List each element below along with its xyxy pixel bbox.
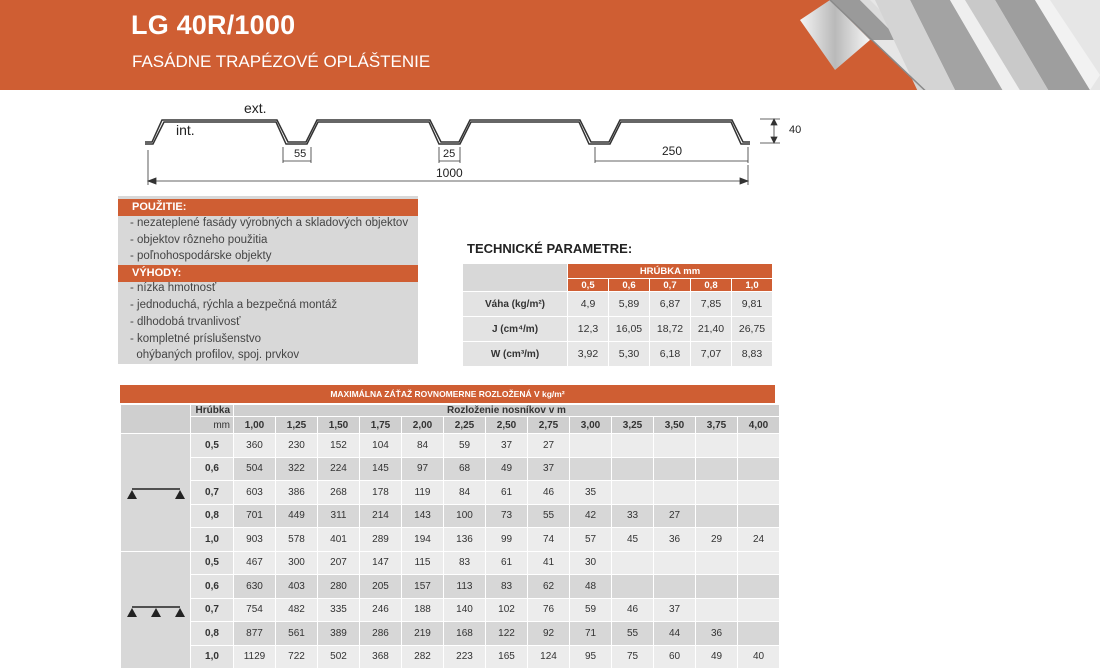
ml-cell: 403 (276, 575, 318, 599)
ml-cell: 61 (486, 551, 528, 575)
ml-cell (654, 457, 696, 481)
ml-cell: 99 (486, 528, 528, 552)
ml-cell: 207 (318, 551, 360, 575)
tp-cell: 7,85 (691, 292, 732, 317)
tp-cell: 5,30 (609, 342, 650, 367)
table-row (121, 481, 780, 505)
ml-cell: 701 (234, 504, 276, 528)
ml-cell: 168 (444, 622, 486, 646)
ml-cell (738, 457, 780, 481)
advantage-item: - jednoduchá, rýchla a bezpečná montáž (130, 299, 338, 311)
ml-span-label: 2,75 (528, 417, 570, 434)
ml-cell: 49 (696, 645, 738, 669)
ml-row-thickness: 0,6 (191, 457, 234, 481)
table-row (121, 575, 780, 599)
tp-cell: 16,05 (609, 317, 650, 342)
ml-cell (654, 551, 696, 575)
ml-cell: 30 (570, 551, 612, 575)
ml-cell: 46 (528, 481, 570, 505)
ml-cell: 76 (528, 598, 570, 622)
ml-cell: 83 (444, 551, 486, 575)
ml-cell: 71 (570, 622, 612, 646)
ml-cell (696, 481, 738, 505)
ml-cell: 45 (612, 528, 654, 552)
ml-cell: 145 (360, 457, 402, 481)
tp-row-label: J (cm⁴/m) (463, 317, 568, 342)
ml-cell: 152 (318, 434, 360, 458)
tp-row-label: Váha (kg/m²) (463, 292, 568, 317)
ml-cell (696, 457, 738, 481)
dim-55: 55 (294, 148, 307, 160)
ml-cell (612, 551, 654, 575)
ml-cell: 147 (360, 551, 402, 575)
tp-cell: 9,81 (732, 292, 773, 317)
ml-cell: 62 (528, 575, 570, 599)
tp-thickness: 1,0 (732, 279, 773, 292)
ml-cell: 360 (234, 434, 276, 458)
tp-thickness: 0,6 (609, 279, 650, 292)
ml-cell: 24 (738, 528, 780, 552)
ml-cell: 578 (276, 528, 318, 552)
ml-cell (696, 575, 738, 599)
table-row (121, 551, 780, 575)
label-ext: ext. (244, 100, 267, 116)
dim-40: 40 (789, 124, 802, 136)
ml-cell: 57 (570, 528, 612, 552)
ml-span-label: 1,50 (318, 417, 360, 434)
tp-group-header: HRÚBKA mm (568, 264, 773, 279)
ml-cell: 280 (318, 575, 360, 599)
ml-row-thickness: 1,0 (191, 645, 234, 669)
product-subtitle: FASÁDNE TRAPÉZOVÉ OPLÁŠTENIE (132, 52, 431, 71)
tp-cell: 8,83 (732, 342, 773, 367)
ml-cell: 68 (444, 457, 486, 481)
ml-cell: 300 (276, 551, 318, 575)
ml-cell: 401 (318, 528, 360, 552)
profile-cross-section-drawing (120, 95, 820, 187)
ml-cell: 97 (402, 457, 444, 481)
table-row (121, 434, 780, 458)
ml-row-thickness: 1,0 (191, 528, 234, 552)
tp-corner (463, 264, 568, 292)
tp-cell: 18,72 (650, 317, 691, 342)
ml-cell: 37 (486, 434, 528, 458)
ml-cell: 230 (276, 434, 318, 458)
tp-cell: 6,87 (650, 292, 691, 317)
tp-cell: 6,18 (650, 342, 691, 367)
ml-cell: 368 (360, 645, 402, 669)
ml-cell: 178 (360, 481, 402, 505)
ml-span-label: 4,00 (738, 417, 780, 434)
ml-span-label: 3,75 (696, 417, 738, 434)
ml-cell: 36 (654, 528, 696, 552)
ml-cell: 630 (234, 575, 276, 599)
ml-cell (738, 598, 780, 622)
ml-cell (738, 434, 780, 458)
ml-cell: 55 (528, 504, 570, 528)
ml-cell: 48 (570, 575, 612, 599)
ml-cell: 157 (402, 575, 444, 599)
ml-cell (654, 481, 696, 505)
ml-row-thickness: 0,7 (191, 598, 234, 622)
table-row (121, 622, 780, 646)
ml-cell: 27 (528, 434, 570, 458)
ml-cell: 188 (402, 598, 444, 622)
ml-span-label: 1,75 (360, 417, 402, 434)
max-load-table (120, 404, 780, 669)
ml-row-thickness: 0,5 (191, 434, 234, 458)
ml-row-thickness: 0,6 (191, 575, 234, 599)
usage-item: - nezateplené fasády výrobných a skladových objektov (130, 217, 409, 229)
ml-cell: 903 (234, 528, 276, 552)
ml-cell: 46 (612, 598, 654, 622)
ml-cell (696, 598, 738, 622)
ml-cell: 75 (612, 645, 654, 669)
ml-cell: 467 (234, 551, 276, 575)
ml-cell: 49 (486, 457, 528, 481)
ml-span-label: 1,25 (276, 417, 318, 434)
tp-thickness: 0,7 (650, 279, 691, 292)
table-row (121, 645, 780, 669)
tp-thickness: 0,8 (691, 279, 732, 292)
ml-cell: 165 (486, 645, 528, 669)
header-banner (0, 0, 1100, 90)
ml-cell: 877 (234, 622, 276, 646)
ml-cell: 143 (402, 504, 444, 528)
ml-span-label: 3,25 (612, 417, 654, 434)
ml-cell: 205 (360, 575, 402, 599)
ml-span-label: 2,50 (486, 417, 528, 434)
ml-cell: 311 (318, 504, 360, 528)
ml-cell (738, 504, 780, 528)
product-title: LG 40R/1000 (131, 10, 296, 40)
ml-cell: 33 (612, 504, 654, 528)
label-int: int. (176, 122, 195, 138)
ml-cell: 84 (402, 434, 444, 458)
ml-cell: 219 (402, 622, 444, 646)
ml-cell (570, 434, 612, 458)
ml-cell: 61 (486, 481, 528, 505)
ml-cell (696, 434, 738, 458)
ml-cell: 282 (402, 645, 444, 669)
ml-cell: 224 (318, 457, 360, 481)
ml-cell (570, 457, 612, 481)
ml-cell (738, 551, 780, 575)
table-row (121, 457, 780, 481)
two-support-beam-icon (121, 434, 191, 552)
ml-cell: 754 (234, 598, 276, 622)
table-row (121, 504, 780, 528)
ml-thickness-unit: mm (191, 417, 234, 434)
ml-cell: 122 (486, 622, 528, 646)
ml-span-header: Rozloženie nosníkov v m (234, 405, 780, 417)
advantage-item: - dlhodobá trvanlivosť (130, 316, 241, 328)
ml-cell: 55 (612, 622, 654, 646)
tp-cell: 4,9 (568, 292, 609, 317)
ml-cell: 84 (444, 481, 486, 505)
dim-25: 25 (443, 148, 456, 160)
ml-cell: 36 (696, 622, 738, 646)
ml-cell (654, 434, 696, 458)
ml-span-label: 2,25 (444, 417, 486, 434)
ml-corner (121, 405, 191, 434)
ml-cell: 124 (528, 645, 570, 669)
ml-cell: 27 (654, 504, 696, 528)
ml-span-label: 3,00 (570, 417, 612, 434)
advantages-title: VÝHODY: (118, 265, 418, 282)
usage-item: - objektov rôzneho použitia (130, 234, 268, 246)
ml-cell (696, 504, 738, 528)
advantage-item: - nízka hmotnosť (130, 282, 217, 294)
ml-cell (612, 434, 654, 458)
ml-cell: 246 (360, 598, 402, 622)
ml-cell (696, 551, 738, 575)
ml-cell: 74 (528, 528, 570, 552)
tp-thickness: 0,5 (568, 279, 609, 292)
usage-item: - poľnohospodárske objekty (130, 250, 272, 262)
ml-cell (612, 575, 654, 599)
ml-cell (738, 575, 780, 599)
dim-250: 250 (662, 144, 683, 158)
ml-cell: 113 (444, 575, 486, 599)
ml-cell: 95 (570, 645, 612, 669)
ml-cell: 140 (444, 598, 486, 622)
ml-cell: 44 (654, 622, 696, 646)
ml-cell: 268 (318, 481, 360, 505)
ml-cell: 41 (528, 551, 570, 575)
tp-cell: 21,40 (691, 317, 732, 342)
max-load-title: MAXIMÁLNA ZÁŤAŽ ROVNOMERNE ROZLOŽENÁ V kg/m² (120, 385, 775, 403)
ml-cell: 223 (444, 645, 486, 669)
tp-cell: 7,07 (691, 342, 732, 367)
ml-cell: 35 (570, 481, 612, 505)
ml-cell (612, 481, 654, 505)
tp-cell: 5,89 (609, 292, 650, 317)
ml-row-thickness: 0,8 (191, 504, 234, 528)
tp-cell: 12,3 (568, 317, 609, 342)
ml-cell: 59 (444, 434, 486, 458)
tp-cell: 3,92 (568, 342, 609, 367)
dim-1000: 1000 (436, 166, 463, 180)
ml-cell: 603 (234, 481, 276, 505)
ml-cell (654, 575, 696, 599)
ml-cell: 29 (696, 528, 738, 552)
tp-cell: 26,75 (732, 317, 773, 342)
tech-params-table (462, 263, 773, 367)
ml-row-thickness: 0,8 (191, 622, 234, 646)
ml-cell: 100 (444, 504, 486, 528)
ml-cell: 286 (360, 622, 402, 646)
usage-advantages-box (118, 196, 418, 364)
ml-cell: 92 (528, 622, 570, 646)
three-support-beam-icon (121, 551, 191, 669)
ml-cell: 37 (528, 457, 570, 481)
ml-cell: 289 (360, 528, 402, 552)
ml-cell: 102 (486, 598, 528, 622)
ml-span-label: 2,00 (402, 417, 444, 434)
ml-span-label: 1,00 (234, 417, 276, 434)
trapezoidal-sheet-illustration (790, 0, 1100, 90)
advantage-item: - kompletné príslušenstvo (130, 333, 262, 345)
usage-title: POUŽITIE: (118, 199, 418, 216)
table-row (121, 598, 780, 622)
ml-row-thickness: 0,5 (191, 551, 234, 575)
ml-cell: 40 (738, 645, 780, 669)
ml-cell: 214 (360, 504, 402, 528)
ml-cell: 386 (276, 481, 318, 505)
ml-row-thickness: 0,7 (191, 481, 234, 505)
ml-cell: 59 (570, 598, 612, 622)
ml-cell: 502 (318, 645, 360, 669)
advantage-item: ohýbaných profilov, spoj. prvkov (130, 349, 300, 361)
table-row (121, 528, 780, 552)
ml-cell: 482 (276, 598, 318, 622)
ml-cell: 1129 (234, 645, 276, 669)
ml-cell: 561 (276, 622, 318, 646)
tp-row-label: W (cm³/m) (463, 342, 568, 367)
ml-cell: 104 (360, 434, 402, 458)
ml-cell: 115 (402, 551, 444, 575)
ml-cell (738, 622, 780, 646)
ml-cell: 449 (276, 504, 318, 528)
ml-cell: 42 (570, 504, 612, 528)
ml-cell: 83 (486, 575, 528, 599)
ml-cell: 389 (318, 622, 360, 646)
ml-cell: 335 (318, 598, 360, 622)
ml-cell (612, 457, 654, 481)
ml-cell: 194 (402, 528, 444, 552)
ml-span-label: 3,50 (654, 417, 696, 434)
ml-cell: 119 (402, 481, 444, 505)
tech-params-title: TECHNICKÉ PARAMETRE: (467, 241, 633, 256)
ml-thickness-header: Hrúbka (191, 405, 234, 417)
ml-cell: 136 (444, 528, 486, 552)
ml-cell: 37 (654, 598, 696, 622)
ml-cell: 322 (276, 457, 318, 481)
ml-cell: 60 (654, 645, 696, 669)
ml-cell: 722 (276, 645, 318, 669)
ml-cell (738, 481, 780, 505)
ml-cell: 504 (234, 457, 276, 481)
ml-cell: 73 (486, 504, 528, 528)
